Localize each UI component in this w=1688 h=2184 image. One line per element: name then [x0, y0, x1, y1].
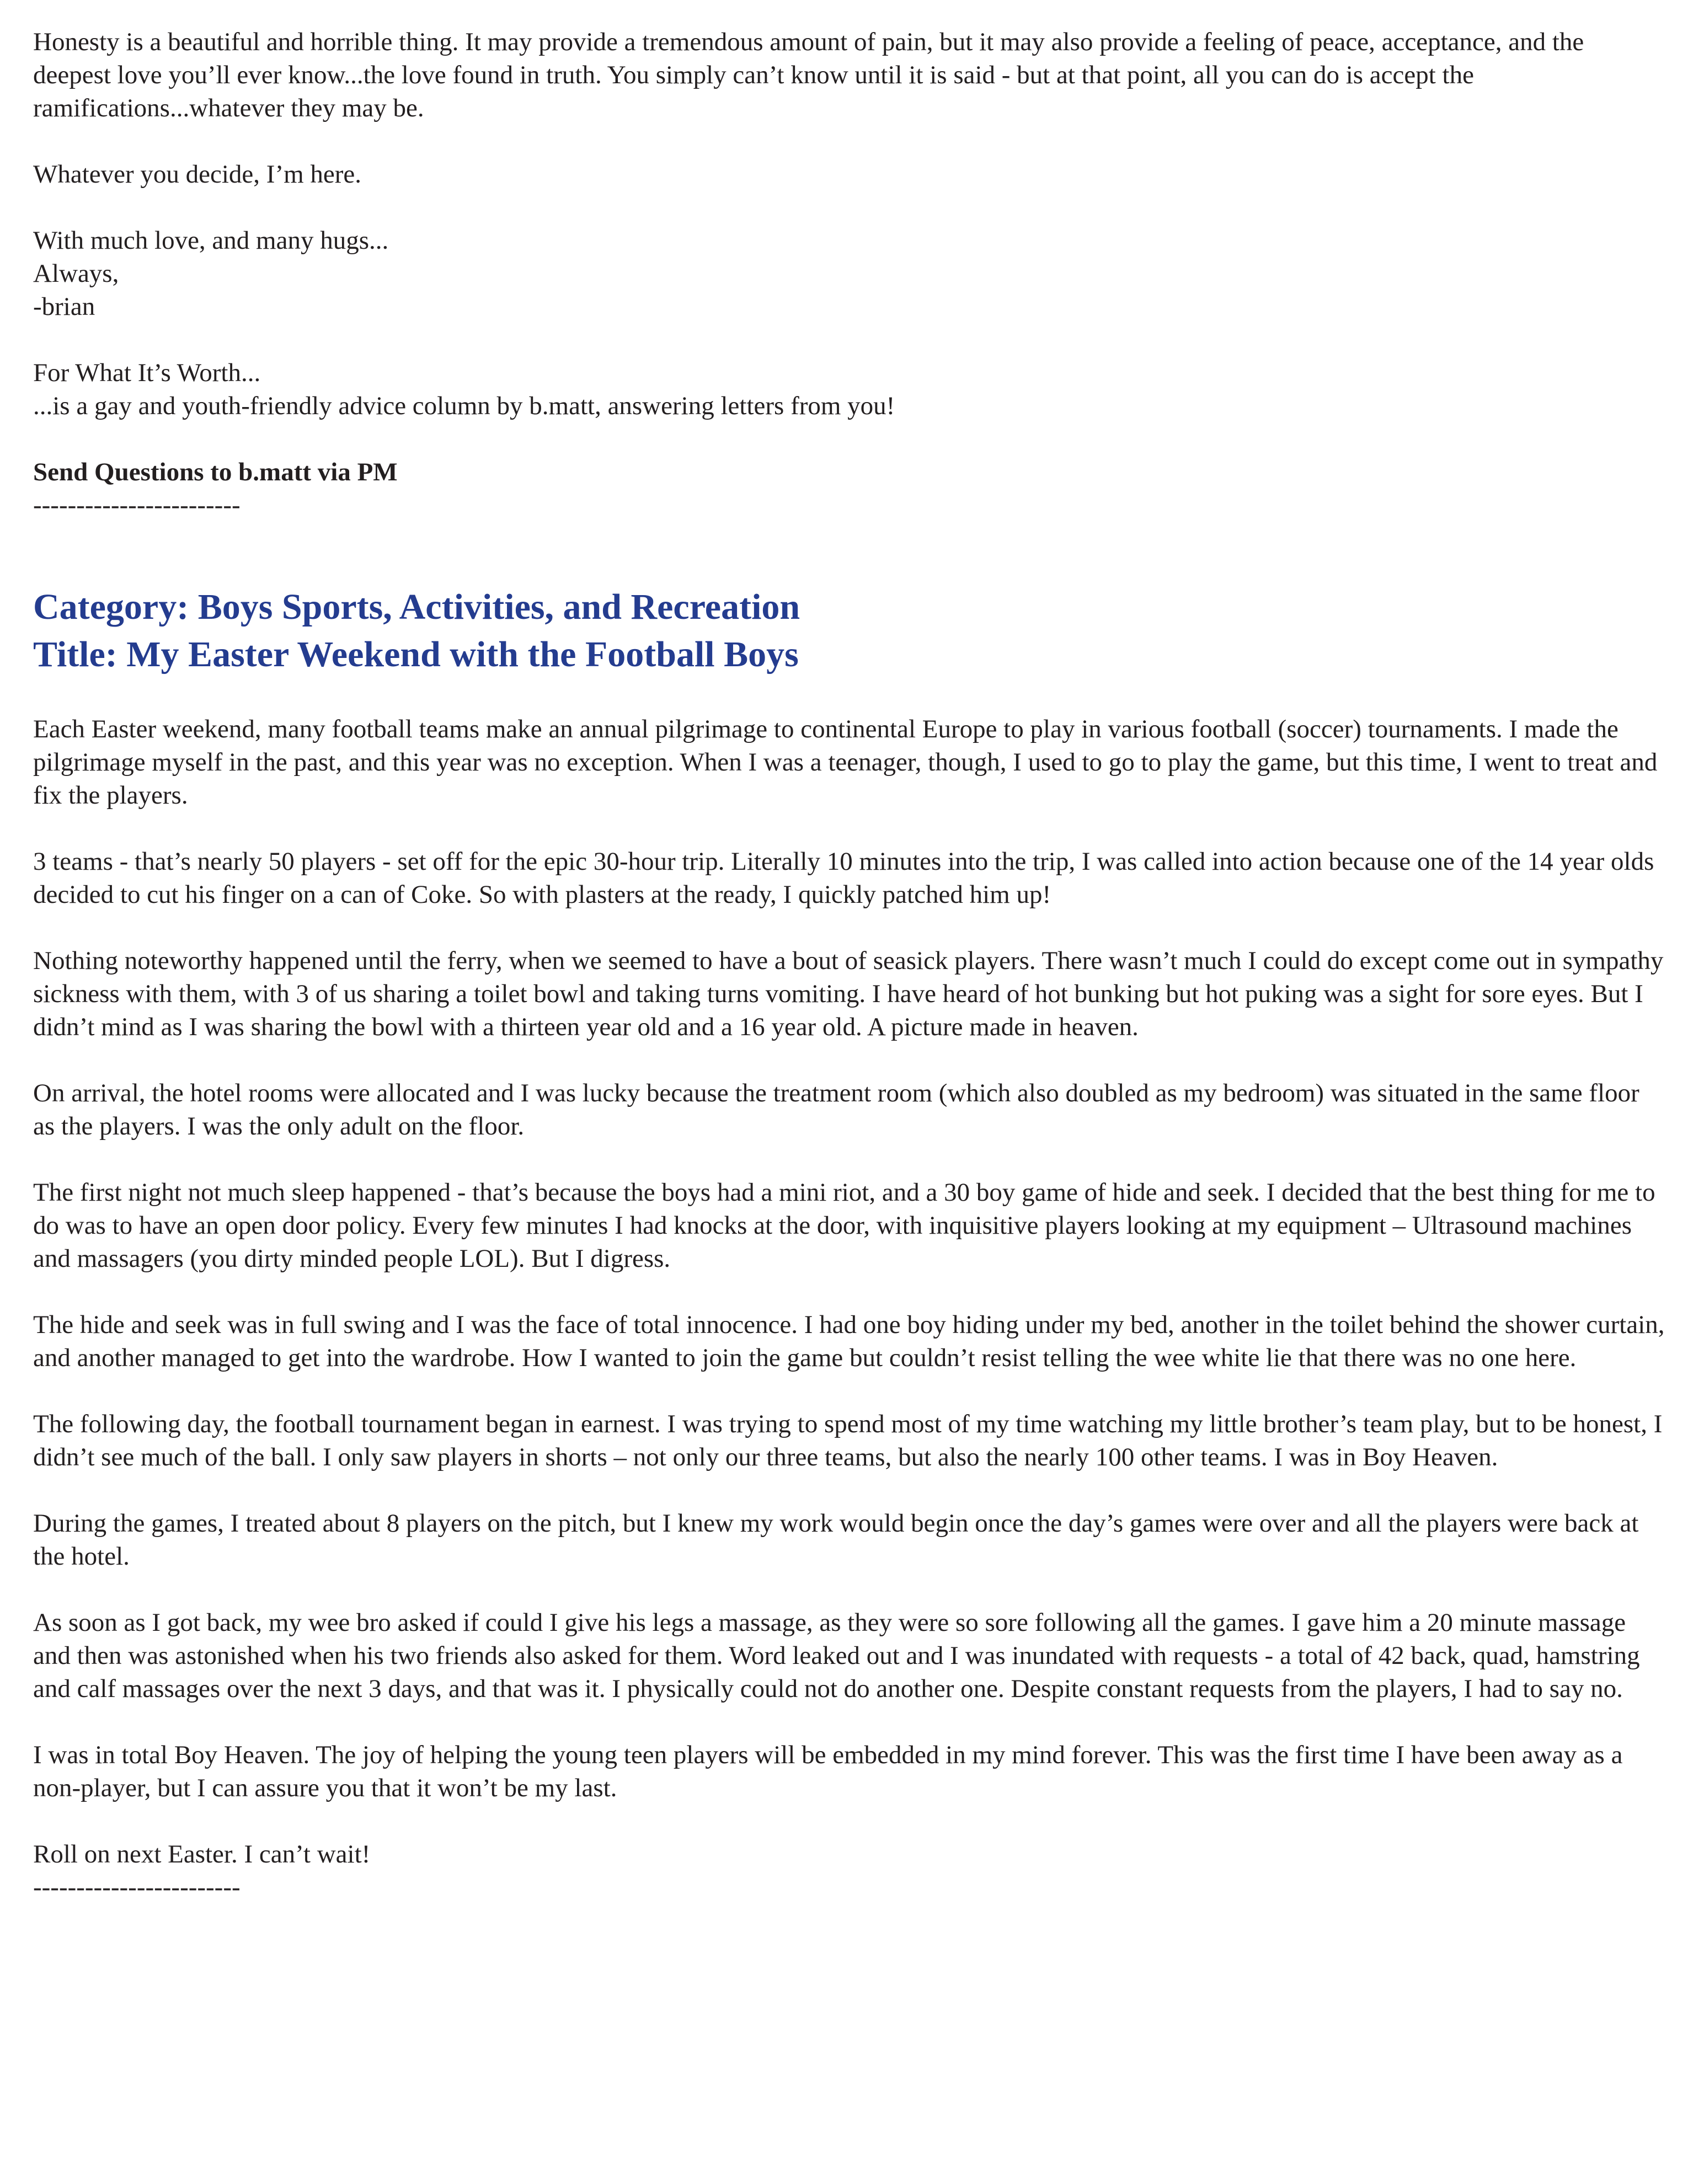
final-line: Roll on next Easter. I can’t wait!: [33, 1840, 371, 1869]
article-paragraph: The following day, the football tournament began in earnest. I was trying to spend most of my time watching my little brother’s team play, but to be honest, I didn’t see much of the ball. I only saw players in shorts – not only our three teams, but also the nearly 100 other teams. I was in Boy Heaven.: [33, 1410, 1663, 1471]
column-description: ...is a gay and youth-friendly advice column by b.matt, answering letters from you!: [33, 392, 895, 420]
article-ending: [33, 1838, 1666, 1904]
article-paragraph: Nothing noteworthy happened until the ferry, when we seemed to have a bout of seasick players. There wasn’t much I could do except come out in sympathy sickness with them, with 3 of us sharing a toilet bowl and taking turns vomiting. I have heard of hot bunking but hot puking was a sight for sore eyes. But I didn’t mind as I was sharing the bowl with a thirteen year old and a 16 year old. A picture made in heaven.: [33, 946, 1664, 1041]
column-info: [33, 356, 1666, 422]
article-paragraph: As soon as I got back, my wee bro asked if could I give his legs a massage, as they were so sore following all the games. I gave him a 20 minute massage and then was astonished when his two friends also asked for them. Word leaked out and I was inundated with requests - a total of 42 back, quad, hamstring and calf massages over the next 3 days, and that was it. I physically could not do another one. Despite constant requests from the players, I had to say no.: [33, 1608, 1640, 1703]
letter-paragraph: Honesty is a beautiful and horrible thing. It may provide a tremendous amount of pain, but it may also provide a feeling of peace, acceptance, and the deepest love you’ll ever know...the love found in truth. You simply can’t know until it is said - but at that point, all you can do is accept the ramifications...whatever they may be.: [33, 28, 1584, 122]
column-title: For What It’s Worth...: [33, 358, 261, 387]
article-paragraph: The first night not much sleep happened - that’s because the boys had a mini riot, and a 30 boy game of hide and seek. I decided that the best thing for me to do was to have an open door policy. Every few minutes I had knocks at the door, with inquisitive players looking at my equipment – Ultrasound machines and massagers (you dirty minded people LOL). But I digress.: [33, 1178, 1655, 1273]
article-paragraph: On arrival, the hotel rooms were allocated and I was lucky because the treatment room (which also doubled as my bedroom) was situated in the same floor as the players. I was the only adult on the floor.: [33, 1079, 1639, 1141]
closing-line: Always,: [33, 259, 119, 288]
article-heading: [33, 584, 1666, 678]
article-paragraph: Each Easter weekend, many football teams make an annual pilgrimage to continental Europe to play in various football (soccer) tournaments. I made the pilgrimage myself in the past, and this year was no exception. When I was a teenager, though, I used to go to play the game, but this time, I went to treat and fix the players.: [33, 715, 1658, 810]
letter-paragraph: Whatever you decide, I’m here.: [33, 160, 362, 189]
article-paragraph: I was in total Boy Heaven. The joy of helping the young teen players will be embedded in my mind forever. This was the first time I have been away as a non-player, but I can assure you that it won’t be my last.: [33, 1741, 1623, 1802]
article-paragraph: During the games, I treated about 8 players on the pitch, but I knew my work would begin once the day’s games were over and all the players were back at the hotel.: [33, 1509, 1639, 1571]
letter-closing: [33, 224, 1666, 323]
signature: -brian: [33, 292, 95, 321]
article-category: Category: Boys Sports, Activities, and Recreation: [33, 587, 800, 627]
separator-line: ------------------------: [33, 1873, 241, 1902]
separator-line: ------------------------: [33, 491, 241, 520]
send-questions-block: [33, 456, 1666, 522]
send-questions-line: Send Questions to b.matt via PM: [33, 458, 398, 486]
closing-line: With much love, and many hugs...: [33, 226, 389, 255]
article-title: Title: My Easter Weekend with the Football Boys: [33, 634, 799, 675]
article-paragraph: 3 teams - that’s nearly 50 players - set off for the epic 30-hour trip. Literally 10 minutes into the trip, I was called into action because one of the 14 year olds decided to cut his finger on a can of Coke. So with plasters at the ready, I quickly patched him up!: [33, 847, 1654, 909]
document-page: [33, 25, 1666, 1904]
article-paragraph: The hide and seek was in full swing and I was the face of total innocence. I had one boy hiding under my bed, another in the toilet behind the shower curtain, and another managed to get into the wardrobe. How I wanted to join the game but couldn’t resist telling the wee white lie that there was no one here.: [33, 1310, 1665, 1372]
